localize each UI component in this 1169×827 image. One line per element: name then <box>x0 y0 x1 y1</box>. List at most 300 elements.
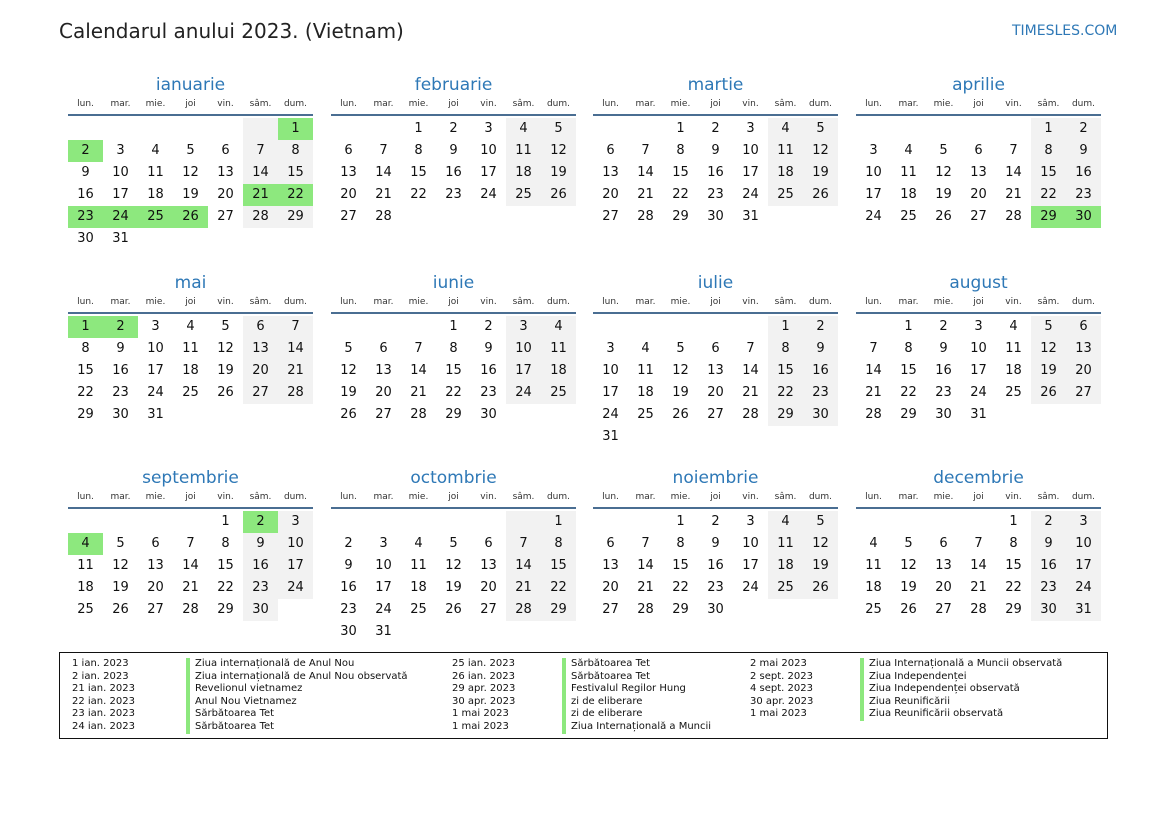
weekday-header <box>593 296 838 314</box>
weekday-label: joi <box>710 492 721 502</box>
holiday-day: 2 <box>68 140 103 162</box>
day-cell: 23 <box>112 385 129 400</box>
day-cell: 15 <box>541 555 576 577</box>
weekday-label: sâm. <box>1037 99 1060 109</box>
day-cell: 12 <box>1031 338 1066 360</box>
weekday-header <box>68 296 313 314</box>
day-cell: 14 <box>1005 165 1022 180</box>
day-cell: 28 <box>506 599 541 621</box>
weekday-header <box>856 491 1101 509</box>
day-cell: 12 <box>900 558 917 573</box>
day-cell: 12 <box>445 558 462 573</box>
day-cell: 11 <box>182 341 199 356</box>
day-cell: 21 <box>1005 187 1022 202</box>
day-cell: 12 <box>340 363 357 378</box>
weekday-label: sâm. <box>774 99 797 109</box>
day-cell: 8 <box>221 536 230 551</box>
weekday-label: joi <box>185 297 196 307</box>
day-cell: 19 <box>900 580 917 595</box>
day-cell: 3 <box>746 514 755 529</box>
day-cell: 15 <box>1005 558 1022 573</box>
day-cell: 21 <box>637 580 654 595</box>
legend-holiday-name: Ziua Independenței observată <box>860 683 1020 696</box>
day-cell: 29 <box>541 599 576 621</box>
weekday-header <box>331 98 576 116</box>
weekday-label: mie. <box>670 99 691 109</box>
empty-cell <box>961 118 996 140</box>
day-cell: 25 <box>410 602 427 617</box>
day-cell: 8 <box>541 533 576 555</box>
day-cell: 25 <box>1005 385 1022 400</box>
day-cell: 20 <box>375 385 392 400</box>
day-cell: 22 <box>1005 580 1022 595</box>
day-cell: 4 <box>151 143 160 158</box>
weekday-label: lun. <box>77 297 94 307</box>
day-cell: 27 <box>480 602 497 617</box>
day-cell: 6 <box>974 143 983 158</box>
day-cell: 14 <box>865 363 882 378</box>
day-cell: 18 <box>865 580 882 595</box>
day-cell: 2 <box>484 319 493 334</box>
empty-cell <box>663 316 698 338</box>
day-cell: 12 <box>803 140 838 162</box>
day-cell: 6 <box>711 341 720 356</box>
weekday-header <box>593 491 838 509</box>
day-cell: 25 <box>541 382 576 404</box>
weekday-label: dum. <box>808 99 833 109</box>
day-cell: 6 <box>939 536 948 551</box>
day-cell: 17 <box>278 555 313 577</box>
holiday-day: 23 <box>68 206 103 228</box>
day-cell: 14 <box>970 558 987 573</box>
month-octombrie <box>331 467 576 643</box>
empty-cell <box>926 511 961 533</box>
day-cell: 3 <box>379 536 388 551</box>
day-cell: 6 <box>484 536 493 551</box>
day-cell: 12 <box>672 363 689 378</box>
day-cell: 29 <box>672 602 689 617</box>
day-cell: 16 <box>1066 162 1101 184</box>
day-cell: 27 <box>147 602 164 617</box>
weekday-label: sâm. <box>512 297 535 307</box>
weekday-label: vin. <box>1005 297 1022 307</box>
weekday-label: mie. <box>933 99 954 109</box>
weekday-label: vin. <box>480 492 497 502</box>
day-cell: 30 <box>1031 599 1066 621</box>
day-cell: 19 <box>803 555 838 577</box>
day-cell: 24 <box>506 382 541 404</box>
month-noiembrie <box>593 467 838 621</box>
day-cell: 30 <box>803 404 838 426</box>
day-cell: 28 <box>410 407 427 422</box>
day-cell: 20 <box>602 580 619 595</box>
day-cell: 16 <box>243 555 278 577</box>
month-name: noiembrie <box>672 468 759 488</box>
day-cell: 15 <box>900 363 917 378</box>
empty-cell <box>593 316 628 338</box>
day-cell: 4 <box>869 536 878 551</box>
month-mai <box>68 272 313 426</box>
day-cell: 24 <box>602 407 619 422</box>
day-cell: 26 <box>803 184 838 206</box>
month-name: august <box>949 273 1008 293</box>
weekday-label: mie. <box>933 297 954 307</box>
day-cell: 9 <box>344 558 353 573</box>
day-cell: 10 <box>970 341 987 356</box>
holiday-day: 2 <box>103 316 138 338</box>
day-cell: 16 <box>112 363 129 378</box>
weekday-label: joi <box>710 297 721 307</box>
day-cell: 12 <box>112 558 129 573</box>
day-cell: 6 <box>221 143 230 158</box>
day-cell: 25 <box>637 407 654 422</box>
day-cell: 1 <box>449 319 458 334</box>
day-cell: 29 <box>768 404 803 426</box>
day-cell: 25 <box>182 385 199 400</box>
day-cell: 18 <box>637 385 654 400</box>
day-cell: 19 <box>935 187 952 202</box>
empty-cell <box>891 118 926 140</box>
day-cell: 7 <box>186 536 195 551</box>
day-cell: 29 <box>77 407 94 422</box>
day-cell: 22 <box>672 187 689 202</box>
day-cell: 16 <box>1031 555 1066 577</box>
day-cell: 25 <box>865 602 882 617</box>
weekday-label: joi <box>973 99 984 109</box>
day-cell: 9 <box>939 341 948 356</box>
day-cell: 8 <box>414 143 423 158</box>
day-cell: 10 <box>278 533 313 555</box>
weekday-label: lun. <box>340 99 357 109</box>
day-cell: 20 <box>935 580 952 595</box>
legend-holiday-name: zi de eliberare <box>562 696 642 709</box>
weekday-label: lun. <box>340 492 357 502</box>
day-cell: 29 <box>445 407 462 422</box>
day-cell: 26 <box>935 209 952 224</box>
empty-cell <box>401 316 436 338</box>
day-cell: 24 <box>480 187 497 202</box>
day-cell: 24 <box>375 602 392 617</box>
day-cell: 6 <box>379 341 388 356</box>
day-cell: 15 <box>768 360 803 382</box>
weekday-label: mar. <box>373 297 394 307</box>
weekday-label: joi <box>185 99 196 109</box>
day-cell: 23 <box>340 602 357 617</box>
weekday-header <box>68 98 313 116</box>
weekday-label: mie. <box>670 297 691 307</box>
day-cell: 4 <box>641 341 650 356</box>
day-cell: 20 <box>602 187 619 202</box>
empty-cell <box>926 118 961 140</box>
day-cell: 27 <box>602 602 619 617</box>
legend-date: 21 ian. 2023 <box>72 683 135 695</box>
weekday-label: lun. <box>77 492 94 502</box>
day-cell: 13 <box>707 363 724 378</box>
month-name: iulie <box>697 273 734 293</box>
day-cell: 19 <box>340 385 357 400</box>
day-grid <box>331 316 576 426</box>
holiday-day: 1 <box>68 316 103 338</box>
weekday-label: lun. <box>340 297 357 307</box>
empty-cell <box>366 511 401 533</box>
day-cell: 16 <box>340 580 357 595</box>
weekday-label: joi <box>973 492 984 502</box>
weekday-label: mie. <box>408 99 429 109</box>
day-cell: 18 <box>1005 363 1022 378</box>
weekday-label: joi <box>710 99 721 109</box>
day-cell: 22 <box>77 385 94 400</box>
day-cell: 18 <box>182 363 199 378</box>
weekday-label: vin. <box>480 99 497 109</box>
day-cell: 3 <box>484 121 493 136</box>
brand-link[interactable]: TIMESLES.COM <box>1012 23 1118 39</box>
day-cell: 5 <box>803 511 838 533</box>
day-cell: 26 <box>112 602 129 617</box>
day-cell: 31 <box>147 407 164 422</box>
day-cell: 8 <box>768 338 803 360</box>
empty-cell <box>331 511 366 533</box>
legend-date: 23 ian. 2023 <box>72 708 135 720</box>
day-cell: 27 <box>375 407 392 422</box>
day-cell: 13 <box>243 338 278 360</box>
day-cell: 21 <box>375 187 392 202</box>
day-cell: 11 <box>768 533 803 555</box>
day-cell: 3 <box>151 319 160 334</box>
day-cell: 27 <box>243 382 278 404</box>
day-cell: 4 <box>768 511 803 533</box>
day-cell: 28 <box>375 209 392 224</box>
day-cell: 17 <box>375 580 392 595</box>
day-cell: 12 <box>541 140 576 162</box>
weekday-header <box>68 491 313 509</box>
day-cell: 13 <box>602 165 619 180</box>
day-cell: 21 <box>742 385 759 400</box>
day-cell: 7 <box>869 341 878 356</box>
day-cell: 17 <box>742 165 759 180</box>
day-cell: 24 <box>865 209 882 224</box>
legend-holiday-name: Ziua internațională de Anul Nou observată <box>186 671 408 684</box>
holiday-day: 26 <box>173 206 208 228</box>
weekday-label: mar. <box>373 492 394 502</box>
day-cell: 18 <box>768 162 803 184</box>
day-cell: 25 <box>900 209 917 224</box>
day-cell: 31 <box>1066 599 1101 621</box>
day-cell: 2 <box>711 514 720 529</box>
day-cell: 23 <box>1031 577 1066 599</box>
day-cell: 22 <box>672 580 689 595</box>
day-cell: 21 <box>410 385 427 400</box>
empty-cell <box>593 511 628 533</box>
weekday-label: mar. <box>635 492 656 502</box>
empty-cell <box>208 118 243 140</box>
day-cell: 19 <box>672 385 689 400</box>
month-ianuarie <box>68 74 313 250</box>
day-cell: 12 <box>935 165 952 180</box>
day-cell: 21 <box>865 385 882 400</box>
day-cell: 2 <box>939 319 948 334</box>
day-cell: 8 <box>904 341 913 356</box>
day-cell: 24 <box>742 580 759 595</box>
day-cell: 24 <box>970 385 987 400</box>
empty-cell <box>856 511 891 533</box>
day-cell: 6 <box>151 536 160 551</box>
weekday-header <box>593 98 838 116</box>
weekday-label: joi <box>448 99 459 109</box>
empty-cell <box>103 118 138 140</box>
legend-date: 1 mai 2023 <box>452 720 509 732</box>
day-cell: 30 <box>112 407 129 422</box>
month-august <box>856 272 1101 426</box>
day-cell: 18 <box>900 187 917 202</box>
legend-date: 30 apr. 2023 <box>750 695 814 707</box>
month-februarie <box>331 74 576 228</box>
weekday-label: dum. <box>546 99 571 109</box>
day-cell: 3 <box>974 319 983 334</box>
day-cell: 1 <box>1009 514 1018 529</box>
day-cell: 16 <box>935 363 952 378</box>
day-cell: 21 <box>506 577 541 599</box>
day-cell: 6 <box>606 536 615 551</box>
day-cell: 26 <box>672 407 689 422</box>
day-cell: 29 <box>278 206 313 228</box>
day-cell: 24 <box>147 385 164 400</box>
weekday-label: sâm. <box>249 492 272 502</box>
day-cell: 28 <box>865 407 882 422</box>
weekday-label: lun. <box>77 99 94 109</box>
month-decembrie <box>856 467 1101 621</box>
day-cell: 4 <box>1009 319 1018 334</box>
empty-cell <box>366 316 401 338</box>
day-cell: 21 <box>278 360 313 382</box>
day-cell: 26 <box>900 602 917 617</box>
day-cell: 12 <box>217 341 234 356</box>
day-cell: 16 <box>803 360 838 382</box>
empty-cell <box>628 316 663 338</box>
weekday-label: joi <box>185 492 196 502</box>
day-cell: 4 <box>904 143 913 158</box>
weekday-label: lun. <box>865 492 882 502</box>
day-cell: 29 <box>900 407 917 422</box>
day-cell: 29 <box>672 209 689 224</box>
empty-cell <box>506 511 541 533</box>
day-cell: 14 <box>278 338 313 360</box>
day-cell: 15 <box>410 165 427 180</box>
day-cell: 27 <box>935 602 952 617</box>
day-cell: 13 <box>340 165 357 180</box>
day-cell: 28 <box>182 602 199 617</box>
day-cell: 10 <box>1066 533 1101 555</box>
day-cell: 25 <box>768 577 803 599</box>
day-cell: 28 <box>637 602 654 617</box>
day-cell: 8 <box>676 143 685 158</box>
legend-date: 2 sept. 2023 <box>750 670 813 682</box>
day-cell: 11 <box>147 165 164 180</box>
day-cell: 2 <box>803 316 838 338</box>
day-cell: 15 <box>672 558 689 573</box>
day-cell: 14 <box>637 558 654 573</box>
weekday-label: mar. <box>898 297 919 307</box>
weekday-label: mar. <box>110 99 131 109</box>
day-cell: 14 <box>637 165 654 180</box>
weekday-label: vin. <box>742 297 759 307</box>
weekday-label: mie. <box>408 297 429 307</box>
day-cell: 4 <box>506 118 541 140</box>
day-cell: 30 <box>480 407 497 422</box>
weekday-label: sâm. <box>249 99 272 109</box>
day-cell: 9 <box>484 341 493 356</box>
legend-holiday-name: Ziua Independenței <box>860 671 967 684</box>
legend-holiday-name: Sărbătoarea Tet <box>186 721 274 734</box>
weekday-label: dum. <box>283 99 308 109</box>
day-cell: 18 <box>768 555 803 577</box>
day-cell: 18 <box>77 580 94 595</box>
weekday-header <box>331 296 576 314</box>
day-cell: 31 <box>970 407 987 422</box>
legend-date: 1 ian. 2023 <box>72 658 129 669</box>
day-cell: 18 <box>147 187 164 202</box>
day-grid <box>331 511 576 643</box>
legend-holiday-name: Ziua internațională de Anul Nou <box>186 658 354 671</box>
legend-date: 1 mai 2023 <box>452 708 509 720</box>
weekday-label: vin. <box>1005 492 1022 502</box>
day-cell: 24 <box>1066 577 1101 599</box>
empty-cell <box>138 511 173 533</box>
day-grid <box>593 316 838 448</box>
legend-holiday-name: Anul Nou Vietnamez <box>186 696 297 709</box>
day-cell: 17 <box>112 187 129 202</box>
weekday-label: dum. <box>1071 297 1096 307</box>
weekday-label: mie. <box>145 297 166 307</box>
month-name: iunie <box>432 273 475 293</box>
weekday-label: mar. <box>635 99 656 109</box>
weekday-header <box>331 491 576 509</box>
day-cell: 11 <box>1005 341 1022 356</box>
day-cell: 16 <box>480 363 497 378</box>
legend-holiday-name: Ziua Internațională a Muncii observată <box>860 658 1062 671</box>
weekday-header <box>856 98 1101 116</box>
weekday-label: mar. <box>110 492 131 502</box>
empty-cell <box>856 118 891 140</box>
day-cell: 9 <box>243 533 278 555</box>
day-cell: 14 <box>410 363 427 378</box>
holiday-legend <box>59 652 1108 739</box>
month-name: februarie <box>414 75 493 95</box>
day-cell: 11 <box>637 363 654 378</box>
day-cell: 2 <box>1031 511 1066 533</box>
day-cell: 8 <box>81 341 90 356</box>
month-name: ianuarie <box>155 75 226 95</box>
day-cell: 10 <box>375 558 392 573</box>
day-cell: 5 <box>116 536 125 551</box>
weekday-label: dum. <box>808 492 833 502</box>
day-cell: 9 <box>1031 533 1066 555</box>
day-cell: 29 <box>1005 602 1022 617</box>
holiday-day: 22 <box>278 184 313 206</box>
weekday-label: mar. <box>373 99 394 109</box>
weekday-label: vin. <box>217 297 234 307</box>
day-cell: 17 <box>1066 555 1101 577</box>
legend-date: 30 apr. 2023 <box>452 695 516 707</box>
day-cell: 5 <box>803 118 838 140</box>
holiday-day: 2 <box>243 511 278 533</box>
empty-cell <box>628 118 663 140</box>
day-grid <box>68 118 313 250</box>
day-cell: 10 <box>742 143 759 158</box>
day-cell: 7 <box>243 140 278 162</box>
empty-cell <box>243 118 278 140</box>
holiday-day: 4 <box>68 533 103 555</box>
month-iulie <box>593 272 838 448</box>
